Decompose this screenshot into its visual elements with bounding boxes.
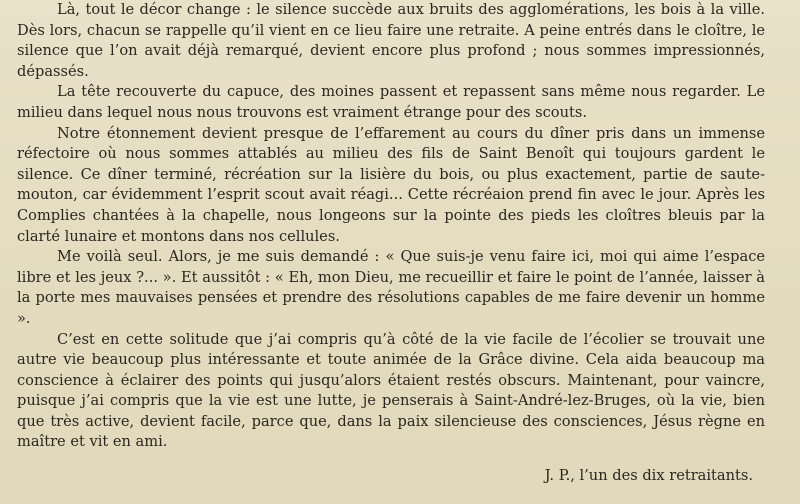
paragraph-4: Me voilà seul. Alors, je me suis demandé : « Que suis-je venu faire ici, moi qui aime l’espace libre et les jeux ?... ». Et aussitôt : « Eh, mon Dieu, me recueillir et faire le point de l’année, laisser à la porte mes mauvaises pensées et prendre des résolutions capables de me faire devenir un homme ».	[17, 248, 765, 327]
article-body	[17, 0, 765, 453]
paragraph-3: Notre étonnement devient presque de l’effarement au cours du dîner pris dans un immense réfectoire où nous sommes attablés au milieu des fils de Saint Benoît qui toujours gardent le silence. Ce dîner terminé, récréation sur la lisière du bois, ou plus exactement, partie de saute-mouton, car évidemment l’esprit scout avait réagi... Cette récréaion prend fin avec le jour. Après les Complies chantées à la chapelle, nous longeons sur la pointe des pieds les cloîtres bleuis par la clarté lunaire et montons dans nos cellules.	[17, 124, 765, 245]
author-signature: J. P., l’un des dix retraitants.	[544, 467, 753, 484]
paragraph-1: Là, tout le décor change : le silence succède aux bruits des agglomérations, les bois à la ville. Dès lors, chacun se rappelle qu’il vient en ce lieu faire une retraite. A peine entrés dans le cloître, le silence que l’on avait déjà remarqué, devient encore plus profond ; nous sommes impressionnés, dépassés.	[17, 1, 765, 80]
paragraph-2: La tête recouverte du capuce, des moines passent et repassent sans même nous regarder. Le milieu dans lequel nous nous trouvons est vraiment étrange pour des scouts.	[17, 83, 765, 121]
paragraph-5: C’est en cette solitude que j’ai compris qu’à côté de la vie facile de l’écolier se trouvait une autre vie beaucoup plus intéressante et toute animée de la Grâce divine. Cela aida beaucoup ma conscience à éclairer des points qui jusqu’alors étaient restés obscurs. Maintenant, pour vaincre, puisque j’ai compris que la vie est une lutte, je penserais à Saint-André-lez-Bruges, où la vie, bien que très active, devient facile, parce que, dans la paix silencieuse des consciences, Jésus règne en maître et vit en ami.	[17, 330, 765, 451]
